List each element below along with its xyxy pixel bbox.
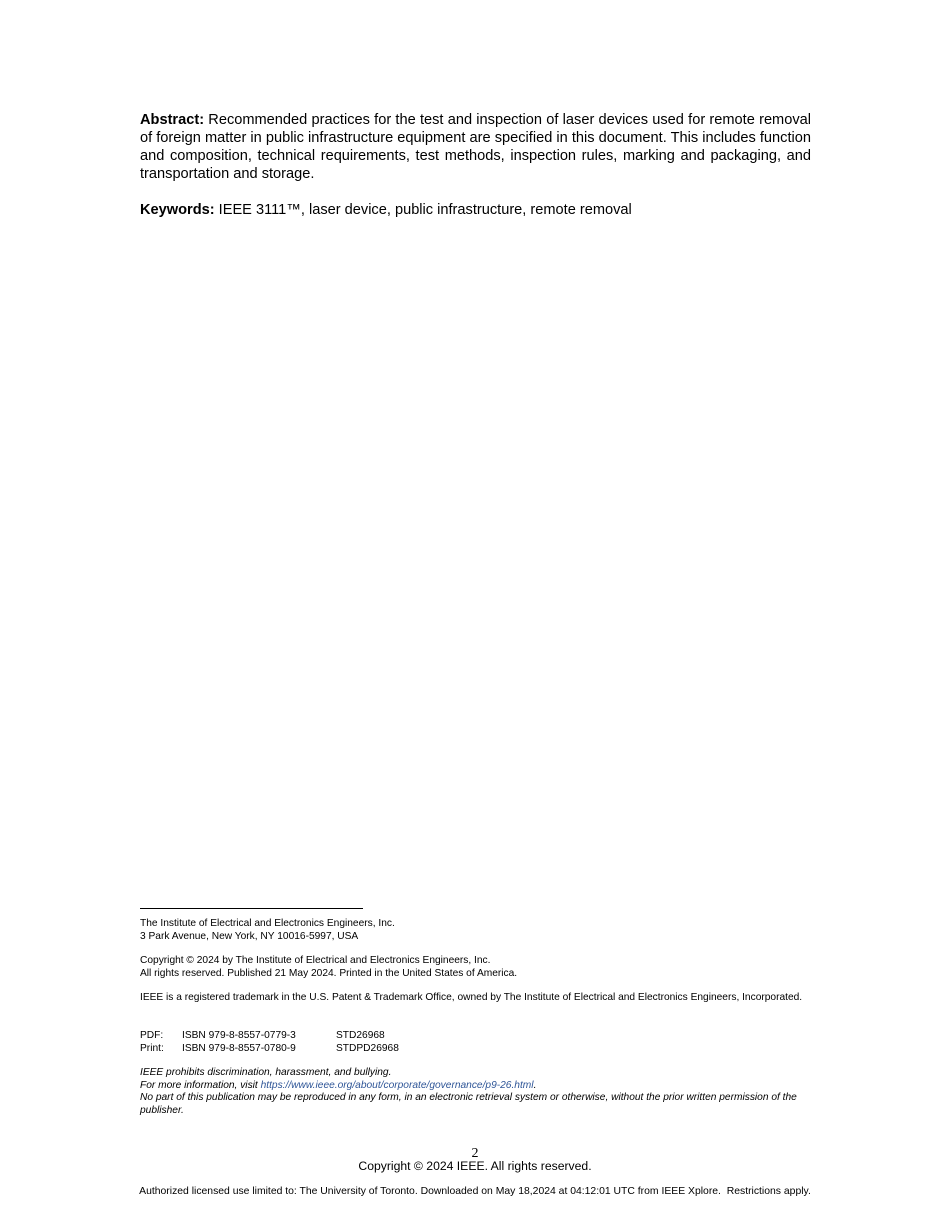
- isbn-code: STDPD26968: [336, 1042, 399, 1054]
- more-info-line: [140, 1080, 812, 1093]
- footnote-divider: [140, 908, 363, 909]
- keywords-label: Keywords:: [140, 202, 215, 218]
- more-info-suffix: .: [533, 1079, 537, 1091]
- isbn-block: [140, 1030, 812, 1055]
- trademark-notice: IEEE is a registered trademark in the U.S. Patent & Trademark Office, owned by The Institute of Electrical and Electronics Engineers, Incorporated.: [140, 992, 803, 1003]
- keywords-text: IEEE 3111™, laser device, public infrastructure, remote removal: [214, 202, 632, 218]
- license-notice: Authorized licensed use limited to: The University of Toronto. Downloaded on May 18,2024 at 04:12:01 UTC from IEEE Xplore. Restrictions apply.: [139, 1186, 811, 1197]
- isbn-number: ISBN 979-8-8557-0780-9: [182, 1042, 296, 1054]
- keywords-paragraph: [140, 201, 811, 219]
- abstract-label: Abstract:: [140, 112, 205, 128]
- legal-block: [140, 1067, 812, 1117]
- governance-link[interactable]: https://www.ieee.org/about/corporate/governance/p9-26.html: [260, 1079, 534, 1091]
- policy-line: IEEE prohibits discrimination, harassment, and bullying.: [140, 1067, 392, 1078]
- page-number: 2: [471, 1146, 479, 1161]
- isbn-number: ISBN 979-8-8557-0779-3: [182, 1030, 296, 1041]
- copyright-line: Copyright © 2024 by The Institute of Electrical and Electronics Engineers, Inc.: [140, 955, 491, 966]
- publisher-address: 3 Park Avenue, New York, NY 10016-5997, USA: [140, 930, 359, 942]
- publisher-name: The Institute of Electrical and Electronics Engineers, Inc.: [140, 918, 395, 929]
- isbn-code: STD26968: [336, 1030, 385, 1041]
- publisher-block: [140, 918, 812, 943]
- abstract-paragraph: [140, 111, 811, 183]
- isbn-row-pdf: [140, 1030, 812, 1043]
- footer-copyright: Copyright © 2024 IEEE. All rights reserved.: [358, 1159, 592, 1173]
- more-info-prefix: For more information, visit: [140, 1079, 261, 1091]
- abstract-text: Recommended practices for the test and inspection of laser devices used for remote removal of foreign matter in public infrastructure equipment are specified in this document. This includes function and composition, technical requirements, test methods, inspection rules, marking and packaging, and transportation and storage.: [140, 112, 811, 182]
- rights-line: All rights reserved. Published 21 May 2024. Printed in the United States of America.: [140, 967, 518, 979]
- isbn-format: Print:: [140, 1042, 164, 1054]
- copyright-block: [140, 955, 812, 980]
- isbn-format: PDF:: [140, 1030, 164, 1041]
- reproduction-notice: No part of this publication may be reproduced in any form, in an electronic retrieval system or otherwise, without the prior written permission of the publisher.: [140, 1092, 797, 1116]
- isbn-row-print: [140, 1043, 812, 1056]
